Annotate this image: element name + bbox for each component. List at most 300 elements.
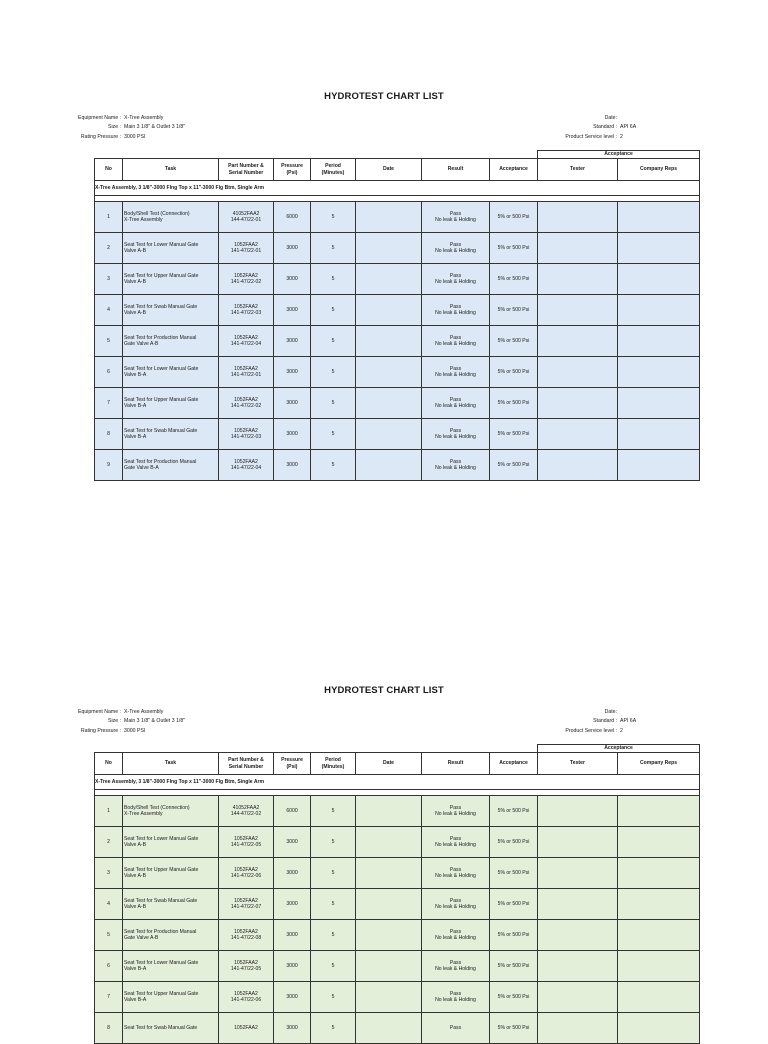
col-header-no: No <box>95 159 123 181</box>
cell-date <box>356 1013 422 1044</box>
cell-pressure <box>274 233 311 264</box>
cell-date <box>356 264 422 295</box>
cell-task-text: Valve B-A <box>124 403 147 409</box>
cell-part-serial-text: 1052FAA2 <box>234 303 258 310</box>
cell-tester <box>538 233 618 264</box>
cell-task <box>123 920 219 951</box>
cell-result <box>422 357 490 388</box>
cell-no-text: 4 <box>107 306 110 313</box>
cell-task-text: Valve B-A <box>124 997 147 1003</box>
cell-period-text: 5 <box>331 931 335 938</box>
cell-part-serial-text: 141-47/22-06 <box>230 997 262 1003</box>
standard-info <box>520 114 636 142</box>
table-row <box>95 982 700 1013</box>
cell-no-text: 5 <box>107 337 110 344</box>
cell-result-text: Pass <box>449 365 462 372</box>
cell-acceptance <box>490 858 538 889</box>
cell-company-reps <box>618 264 700 295</box>
cell-acceptance <box>490 796 538 827</box>
cell-company-reps <box>618 889 700 920</box>
standard-label: Standard : <box>593 718 617 725</box>
cell-acceptance-text: 5% or 500 Psi <box>497 1024 530 1031</box>
cell-no-text: 8 <box>107 1024 110 1031</box>
section-title: X-Tree Assembly, 3 1/8"-3000 Flng Top x 11"-3000 Flg Btm, Single Arm <box>95 181 700 196</box>
cell-acceptance <box>490 827 538 858</box>
cell-task <box>123 982 219 1013</box>
cell-period <box>311 326 356 357</box>
cell-no-text: 3 <box>107 275 110 282</box>
page-title: HYDROTEST CHART LIST <box>324 91 444 102</box>
section-title: X-Tree Assembly, 3 1/8"-3000 Flng Top x 11"-3000 Flg Btm, Single Arm <box>95 775 700 790</box>
cell-company-reps <box>618 858 700 889</box>
cell-result-text: No leak & Holding <box>435 217 476 223</box>
cell-date <box>356 982 422 1013</box>
cell-part-serial-text: 141-47/22-03 <box>230 310 262 316</box>
cell-result <box>422 450 490 481</box>
cell-result-text: No leak & Holding <box>435 842 476 848</box>
cell-task-text: Gate Valve B-A <box>124 465 159 471</box>
cell-acceptance-text: 5% or 500 Psi <box>497 461 530 468</box>
acceptance-group-header: Acceptance <box>538 745 700 753</box>
cell-company-reps <box>618 827 700 858</box>
cell-part-serial-text: 1052FAA2 <box>234 959 258 966</box>
col-header-date: Date <box>356 753 422 775</box>
cell-part-serial <box>219 202 274 233</box>
table-row <box>95 827 700 858</box>
col-header-result: Result <box>422 159 490 181</box>
cell-acceptance-text: 5% or 500 Psi <box>497 869 530 876</box>
cell-no-text: 4 <box>107 900 110 907</box>
cell-no-text: 2 <box>107 244 110 251</box>
col-header-pressure: Pressure (Psi) <box>274 753 311 775</box>
cell-no-text: 3 <box>107 869 110 876</box>
cell-result <box>422 858 490 889</box>
cell-pressure-text: 3000 <box>286 900 298 907</box>
cell-task-text: Seat Test for Lower Manual Gate <box>124 241 199 248</box>
cell-result-text: No leak & Holding <box>435 935 476 941</box>
cell-acceptance <box>490 419 538 450</box>
table-row <box>95 264 700 295</box>
cell-company-reps <box>618 357 700 388</box>
cell-period-text: 5 <box>331 430 335 437</box>
table-row <box>95 889 700 920</box>
cell-result <box>422 388 490 419</box>
cell-company-reps <box>618 233 700 264</box>
cell-tester <box>538 920 618 951</box>
cell-pressure-text: 3000 <box>286 306 298 313</box>
cell-result-text: Pass <box>449 835 462 842</box>
cell-no <box>95 388 123 419</box>
cell-company-reps <box>618 920 700 951</box>
cell-period <box>311 419 356 450</box>
cell-period <box>311 388 356 419</box>
cell-part-serial-text: 1052FAA2 <box>234 241 258 248</box>
cell-part-serial-text: 141-47/22-01 <box>230 372 262 378</box>
cell-period-text: 5 <box>331 399 335 406</box>
cell-acceptance <box>490 357 538 388</box>
cell-period <box>311 858 356 889</box>
cell-period-text: 5 <box>331 306 335 313</box>
cell-task <box>123 796 219 827</box>
section-row <box>95 775 700 790</box>
cell-part-serial-text: 1052FAA2 <box>234 272 258 279</box>
table-row <box>95 419 700 450</box>
cell-period <box>311 233 356 264</box>
cell-part-serial <box>219 357 274 388</box>
cell-no-text: 2 <box>107 838 110 845</box>
cell-result-text: Pass <box>449 334 462 341</box>
cell-period <box>311 920 356 951</box>
cell-task-text: Valve A-B <box>124 310 146 316</box>
cell-part-serial <box>219 419 274 450</box>
cell-period <box>311 951 356 982</box>
cell-task <box>123 357 219 388</box>
cell-date <box>356 450 422 481</box>
cell-pressure <box>274 202 311 233</box>
cell-no-text: 8 <box>107 430 110 437</box>
cell-no <box>95 920 123 951</box>
cell-task-text: Seat Test for Swab Manual Gate <box>124 1024 198 1031</box>
cell-no-text: 9 <box>107 461 110 468</box>
cell-tester <box>538 982 618 1013</box>
cell-task-text: Valve A-B <box>124 842 146 848</box>
cell-tester <box>538 388 618 419</box>
cell-part-serial-text: 141-47/22-06 <box>230 873 262 879</box>
cell-acceptance <box>490 1013 538 1044</box>
cell-part-serial <box>219 264 274 295</box>
cell-result-text: Pass <box>449 396 462 403</box>
cell-period-text: 5 <box>331 1024 335 1031</box>
cell-task-text: Valve A-B <box>124 904 146 910</box>
cell-acceptance-text: 5% or 500 Psi <box>497 962 530 969</box>
cell-period <box>311 450 356 481</box>
size-label: Size : <box>108 718 121 725</box>
cell-period <box>311 295 356 326</box>
cell-tester <box>538 202 618 233</box>
cell-date <box>356 951 422 982</box>
col-header-date: Date <box>356 159 422 181</box>
cell-period-text: 5 <box>331 337 335 344</box>
cell-no-text: 1 <box>107 213 110 220</box>
cell-acceptance <box>490 920 538 951</box>
cell-date <box>356 796 422 827</box>
cell-period-text: 5 <box>331 213 335 220</box>
cell-result-text: No leak & Holding <box>435 966 476 972</box>
cell-part-serial-text: 1052FAA2 <box>234 835 258 842</box>
cell-task <box>123 233 219 264</box>
cell-task <box>123 858 219 889</box>
cell-no <box>95 858 123 889</box>
cell-part-serial-text: 1052FAA2 <box>234 427 258 434</box>
cell-pressure <box>274 419 311 450</box>
cell-no <box>95 233 123 264</box>
cell-result-text: No leak & Holding <box>435 434 476 440</box>
cell-task <box>123 889 219 920</box>
cell-task <box>123 264 219 295</box>
cell-task-text: Body/Shell Test (Connection) <box>124 804 190 811</box>
cell-no <box>95 951 123 982</box>
cell-result <box>422 1013 490 1044</box>
cell-acceptance-text: 5% or 500 Psi <box>497 399 530 406</box>
cell-task <box>123 295 219 326</box>
col-header-no: No <box>95 753 123 775</box>
col-header-result: Result <box>422 753 490 775</box>
cell-task <box>123 419 219 450</box>
cell-period <box>311 796 356 827</box>
cell-result-text: No leak & Holding <box>435 873 476 879</box>
cell-task-text: Valve A-B <box>124 248 146 254</box>
cell-task-text: X-Tree Assembly <box>124 217 163 223</box>
cell-period <box>311 1013 356 1044</box>
cell-pressure-text: 6000 <box>286 807 298 814</box>
cell-pressure-text: 3000 <box>286 368 298 375</box>
cell-tester <box>538 827 618 858</box>
equipment-name-value: X-Tree Assembly <box>124 709 164 715</box>
cell-pressure <box>274 357 311 388</box>
cell-tester <box>538 951 618 982</box>
cell-result-text: Pass <box>449 897 462 904</box>
cell-tester <box>538 1013 618 1044</box>
col-header-tester: Tester <box>538 159 618 181</box>
cell-no <box>95 827 123 858</box>
cell-pressure <box>274 295 311 326</box>
equipment-info <box>40 114 185 142</box>
equipment-name-label: Equipment Name : <box>78 709 121 715</box>
cell-result-text: No leak & Holding <box>435 372 476 378</box>
cell-no <box>95 982 123 1013</box>
service-level-label: Product Service level : <box>565 727 617 734</box>
cell-pressure-text: 3000 <box>286 838 298 845</box>
cell-acceptance-text: 5% or 500 Psi <box>497 838 530 845</box>
cell-pressure <box>274 796 311 827</box>
cell-part-serial <box>219 326 274 357</box>
cell-result-text: No leak & Holding <box>435 465 476 471</box>
cell-result-text: No leak & Holding <box>435 997 476 1003</box>
service-level-value: 2 <box>620 727 623 734</box>
cell-part-serial-text: 141-47/22-07 <box>230 904 262 910</box>
cell-pressure <box>274 827 311 858</box>
cell-date <box>356 233 422 264</box>
cell-company-reps <box>618 951 700 982</box>
col-header-period: Period (Minutes) <box>311 753 356 775</box>
rating-pressure-value: 3000 PSI <box>124 133 146 140</box>
cell-task <box>123 827 219 858</box>
cell-task-text: Seat Test for Swab Manual Gate <box>124 897 198 904</box>
cell-no <box>95 264 123 295</box>
cell-part-serial-text: 1052FAA2 <box>234 897 258 904</box>
cell-task-text: Valve B-A <box>124 372 147 378</box>
cell-no <box>95 295 123 326</box>
cell-pressure <box>274 450 311 481</box>
rating-pressure-label: Rating Pressure : <box>80 727 121 734</box>
cell-company-reps <box>618 388 700 419</box>
cell-pressure-text: 3000 <box>286 461 298 468</box>
cell-part-serial-text: 1052FAA2 <box>234 458 258 465</box>
cell-tester <box>538 357 618 388</box>
cell-part-serial <box>219 388 274 419</box>
cell-part-serial-text: 141-47/22-03 <box>230 434 262 440</box>
cell-period-text: 5 <box>331 275 335 282</box>
cell-part-serial-text: 141-47/22-04 <box>230 465 262 471</box>
cell-result-text: Pass <box>449 427 462 434</box>
cell-no <box>95 1013 123 1044</box>
cell-task-text: Seat Test for Lower Manual Gate <box>124 365 199 372</box>
cell-result-text: Pass <box>449 241 462 248</box>
service-level-label: Product Service level : <box>565 133 617 140</box>
cell-part-serial-text: 141-47/22-02 <box>230 279 262 285</box>
cell-result <box>422 295 490 326</box>
cell-acceptance <box>490 450 538 481</box>
table-row <box>95 450 700 481</box>
col-header-part: Part Number & Serial Number <box>219 159 274 181</box>
cell-part-serial-text: 1052FAA2 <box>234 396 258 403</box>
cell-date <box>356 202 422 233</box>
cell-result <box>422 920 490 951</box>
cell-tester <box>538 450 618 481</box>
cell-period <box>311 264 356 295</box>
table-row <box>95 920 700 951</box>
cell-period-text: 5 <box>331 869 335 876</box>
standard-value: API 6A <box>620 718 637 725</box>
cell-tester <box>538 419 618 450</box>
cell-part-serial-text: 144-47/22-01 <box>230 217 262 223</box>
cell-result-text: No leak & Holding <box>435 811 476 817</box>
col-header-task: Task <box>123 753 219 775</box>
cell-task-text: Valve A-B <box>124 279 146 285</box>
cell-task <box>123 951 219 982</box>
size-label: Size : <box>108 124 121 131</box>
rating-pressure-value: 3000 PSI <box>124 727 146 734</box>
cell-acceptance <box>490 326 538 357</box>
cell-task-text: Seat Test for Upper Manual Gate <box>124 866 199 873</box>
cell-task-text: Seat Test for Upper Manual Gate <box>124 990 199 997</box>
cell-result-text: Pass <box>449 272 462 279</box>
cell-part-serial <box>219 982 274 1013</box>
col-header-company-reps: Company Reps <box>618 159 700 181</box>
cell-task <box>123 202 219 233</box>
cell-part-serial <box>219 889 274 920</box>
cell-tester <box>538 858 618 889</box>
date-label: Date: <box>604 709 617 715</box>
cell-result-text: Pass <box>449 1024 462 1031</box>
cell-result <box>422 982 490 1013</box>
cell-period <box>311 357 356 388</box>
cell-tester <box>538 796 618 827</box>
cell-period-text: 5 <box>331 962 335 969</box>
cell-acceptance-text: 5% or 500 Psi <box>497 244 530 251</box>
cell-acceptance <box>490 202 538 233</box>
table-header-row <box>95 753 700 775</box>
cell-acceptance <box>490 233 538 264</box>
cell-pressure-text: 3000 <box>286 275 298 282</box>
standard-info <box>520 708 636 736</box>
cell-tester <box>538 264 618 295</box>
cell-company-reps <box>618 202 700 233</box>
cell-date <box>356 858 422 889</box>
cell-result-text: No leak & Holding <box>435 310 476 316</box>
size-value: Main 3 1/8" & Outlet 3 1/8" <box>124 124 186 131</box>
hydrotest-table <box>94 744 700 1044</box>
cell-acceptance <box>490 889 538 920</box>
cell-task-text: Seat Test for Production Manual <box>124 458 197 465</box>
cell-no <box>95 326 123 357</box>
cell-result-text: No leak & Holding <box>435 341 476 347</box>
page-title: HYDROTEST CHART LIST <box>324 685 444 696</box>
cell-pressure-text: 3000 <box>286 993 298 1000</box>
cell-pressure-text: 3000 <box>286 1024 298 1031</box>
cell-pressure <box>274 982 311 1013</box>
cell-no-text: 6 <box>107 368 110 375</box>
cell-pressure-text: 3000 <box>286 931 298 938</box>
rating-pressure-label: Rating Pressure : <box>80 133 121 140</box>
cell-part-serial-text: 41052FAA2 <box>232 210 260 217</box>
cell-task-text: Seat Test for Upper Manual Gate <box>124 396 199 403</box>
cell-acceptance <box>490 264 538 295</box>
cell-no-text: 1 <box>107 807 110 814</box>
hydrotest-table <box>94 150 700 481</box>
cell-pressure <box>274 264 311 295</box>
cell-acceptance <box>490 295 538 326</box>
cell-pressure <box>274 951 311 982</box>
cell-part-serial <box>219 233 274 264</box>
cell-pressure <box>274 388 311 419</box>
cell-pressure-text: 3000 <box>286 337 298 344</box>
col-header-acceptance: Acceptance <box>490 159 538 181</box>
section-row <box>95 181 700 196</box>
cell-result <box>422 951 490 982</box>
cell-result <box>422 264 490 295</box>
col-header-company-reps: Company Reps <box>618 753 700 775</box>
cell-part-serial-text: 144-47/22-02 <box>230 811 262 817</box>
cell-part-serial-text: 141-47/22-08 <box>230 935 262 941</box>
cell-result-text: No leak & Holding <box>435 904 476 910</box>
cell-tester <box>538 889 618 920</box>
cell-date <box>356 357 422 388</box>
cell-acceptance-text: 5% or 500 Psi <box>497 931 530 938</box>
cell-acceptance-text: 5% or 500 Psi <box>497 275 530 282</box>
cell-acceptance <box>490 982 538 1013</box>
cell-no <box>95 450 123 481</box>
table-row <box>95 202 700 233</box>
col-header-task: Task <box>123 159 219 181</box>
cell-task <box>123 450 219 481</box>
cell-part-serial-text: 141-47/22-01 <box>230 248 262 254</box>
cell-part-serial <box>219 920 274 951</box>
cell-company-reps <box>618 450 700 481</box>
cell-task-text: X-Tree Assembly <box>124 811 163 817</box>
cell-pressure-text: 3000 <box>286 244 298 251</box>
col-header-part: Part Number & Serial Number <box>219 753 274 775</box>
size-value: Main 3 1/8" & Outlet 3 1/8" <box>124 718 186 725</box>
cell-no-text: 7 <box>107 399 110 406</box>
service-level-value: 2 <box>620 133 623 140</box>
col-header-pressure: Pressure (Psi) <box>274 159 311 181</box>
cell-result <box>422 827 490 858</box>
cell-result <box>422 202 490 233</box>
cell-task <box>123 1013 219 1044</box>
col-header-acceptance: Acceptance <box>490 753 538 775</box>
cell-pressure-text: 3000 <box>286 962 298 969</box>
cell-pressure <box>274 1013 311 1044</box>
cell-result <box>422 233 490 264</box>
cell-result <box>422 796 490 827</box>
cell-part-serial <box>219 951 274 982</box>
cell-no-text: 5 <box>107 931 110 938</box>
cell-company-reps <box>618 326 700 357</box>
cell-company-reps <box>618 796 700 827</box>
cell-period-text: 5 <box>331 807 335 814</box>
cell-date <box>356 889 422 920</box>
